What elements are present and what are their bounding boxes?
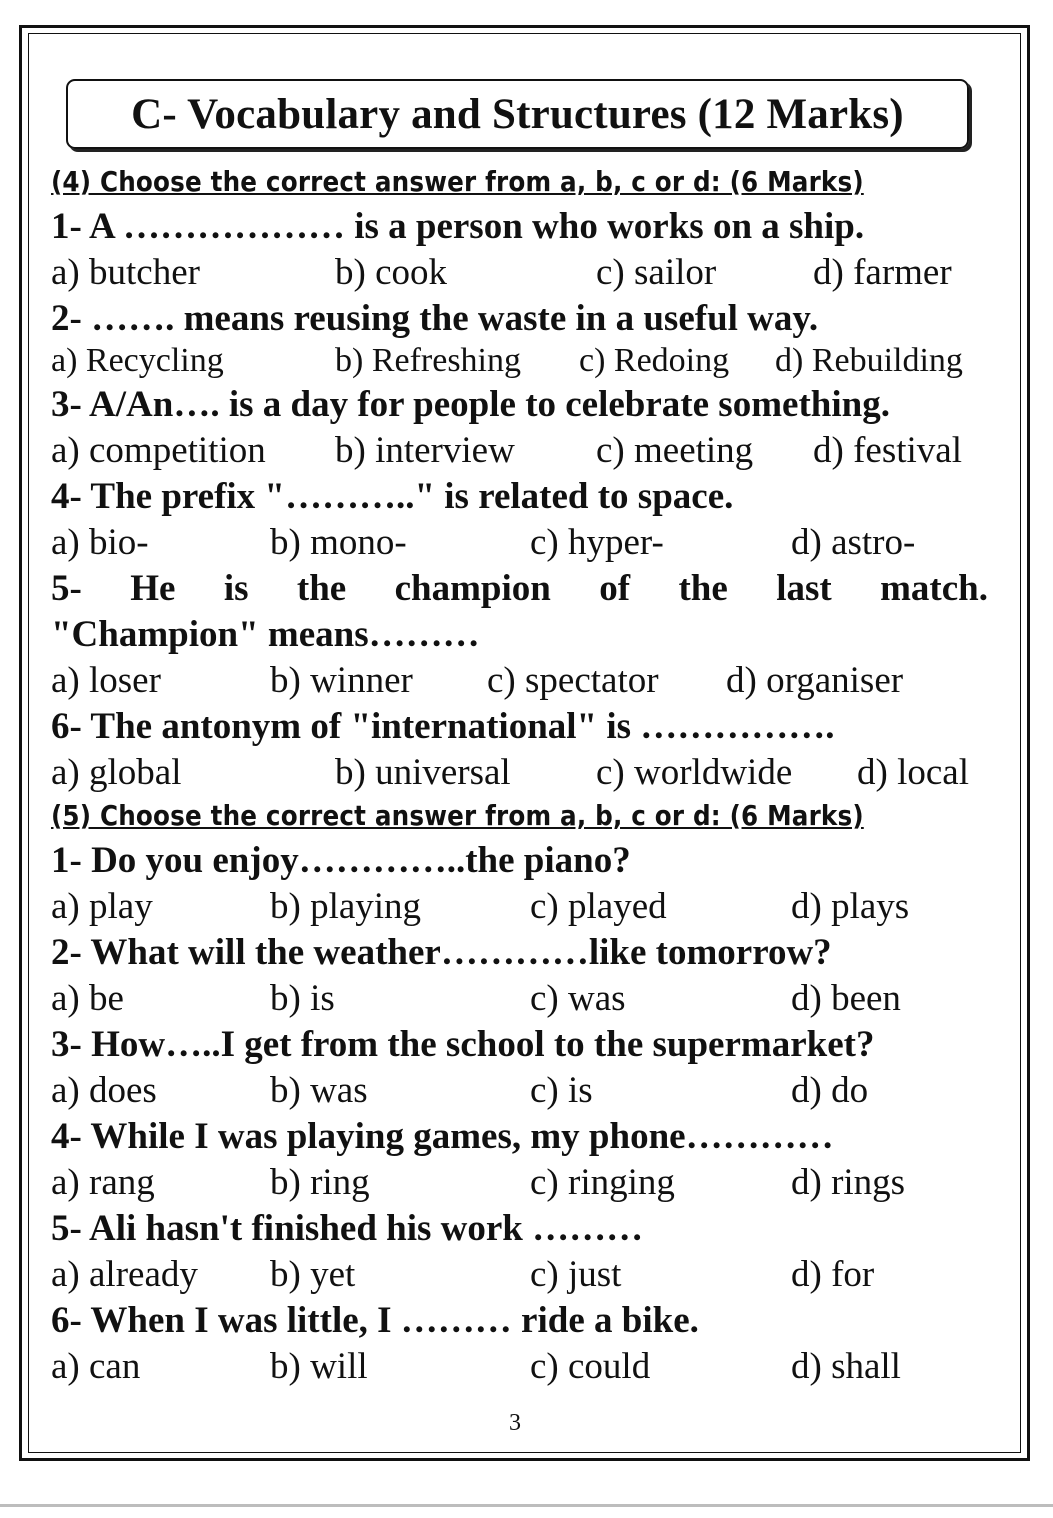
s4-question-1: 1- A ……………… is a person who works on a ship.: [51, 206, 865, 247]
s5-q3-option-c: c) is: [530, 1070, 593, 1111]
section-title: C- Vocabulary and Structures (12 Marks): [131, 90, 904, 138]
s5-q3-option-b: b) was: [270, 1070, 368, 1111]
s4-q3-option-b: b) interview: [335, 430, 515, 471]
page-number: 3: [509, 1410, 521, 1436]
s5-q1-options: [51, 884, 988, 930]
s4-q5-word: champion: [394, 568, 551, 609]
s5-q2-options: [51, 976, 988, 1022]
bottom-divider: [0, 1504, 1053, 1507]
section-5-instruction: (5) Choose the correct answer from a, b, c or d: (6 Marks): [51, 799, 864, 832]
s4-q5-word: of: [599, 568, 631, 609]
s5-q5-options: [51, 1252, 988, 1298]
s5-q4-option-b: b) ring: [270, 1162, 370, 1203]
s5-question-6: 6- When I was little, I ……… ride a bike.: [51, 1300, 699, 1341]
s5-question-4: 4- While I was playing games, my phone…………: [51, 1116, 834, 1157]
s5-q5-option-b: b) yet: [270, 1254, 356, 1295]
s5-q2-option-d: d) been: [791, 978, 901, 1019]
s5-q6-option-d: d) shall: [791, 1346, 901, 1387]
s5-q4-option-d: d) rings: [791, 1162, 906, 1203]
section-4-instruction: (4) Choose the correct answer from a, b, c or d: (6 Marks): [51, 165, 864, 198]
s5-q6-option-b: b) will: [270, 1346, 368, 1387]
s4-q5-word: match.: [880, 568, 988, 609]
s5-q6-option-a: a) can: [51, 1346, 141, 1387]
s4-q6-options: [51, 750, 988, 794]
s5-question-1: 1- Do you enjoy…………..the piano?: [51, 840, 631, 881]
s5-q5-option-c: c) just: [530, 1254, 622, 1295]
s5-q5-option-d: d) for: [791, 1254, 875, 1295]
s5-question-2: 2- What will the weather…………like tomorrow?: [51, 932, 832, 973]
s4-q1-option-d: d) farmer: [813, 252, 952, 293]
s5-q4-option-a: a) rang: [51, 1162, 155, 1203]
s4-q6-option-d: d) local: [857, 752, 969, 793]
s4-q2-option-d: d) Rebuilding: [775, 342, 963, 379]
s4-q2-option-b: b) Refreshing: [335, 342, 522, 379]
s4-q5-word: 5-: [51, 568, 82, 609]
s5-q3-option-a: a) does: [51, 1070, 157, 1111]
s4-q1-options: [51, 250, 988, 296]
s5-q2-option-a: a) be: [51, 978, 124, 1019]
s5-question-3: 3- How…..I get from the school to the supermarket?: [51, 1024, 875, 1065]
s4-q4-option-a: a) bio-: [51, 522, 149, 563]
s4-q5-option-d: d) organiser: [726, 660, 904, 701]
s4-q5-word: last: [776, 568, 832, 609]
s4-q5-option-c: c) spectator: [487, 660, 659, 701]
s5-q5-option-a: a) already: [51, 1254, 198, 1295]
s4-q1-option-b: b) cook: [335, 252, 447, 293]
s4-question-4: 4- The prefix "……….." is related to space.: [51, 476, 734, 517]
s4-q1-option-c: c) sailor: [596, 252, 717, 293]
s4-q5-word: He: [130, 568, 176, 609]
s4-q3-option-a: a) competition: [51, 430, 266, 471]
s4-q4-option-d: d) astro-: [791, 522, 916, 563]
s4-q3-options: [51, 428, 988, 474]
s4-question-5-line-1: [51, 566, 988, 612]
s4-q5-options: [51, 658, 988, 704]
s4-question-2: 2- ……. means reusing the waste in a useful way.: [51, 298, 819, 339]
s5-q2-option-c: c) was: [530, 978, 626, 1019]
s4-q6-option-c: c) worldwide: [596, 752, 793, 793]
s5-q3-option-d: d) do: [791, 1070, 869, 1111]
s5-q4-option-c: c) ringing: [530, 1162, 675, 1203]
s4-q6-option-b: b) universal: [335, 752, 511, 793]
section-title-box: [66, 79, 969, 149]
s4-q6-option-a: a) global: [51, 752, 182, 793]
s4-q2-option-c: c) Redoing: [579, 342, 730, 379]
s4-q4-option-c: c) hyper-: [530, 522, 664, 563]
s4-question-6: 6- The antonym of "international" is …………….: [51, 706, 835, 747]
worksheet-content: [51, 160, 988, 1390]
s4-q5-word: the: [296, 568, 347, 609]
s4-q5-option-a: a) loser: [51, 660, 161, 701]
s4-q5-word: the: [678, 568, 728, 609]
s5-question-5: 5- Ali hasn't finished his work ………: [51, 1208, 644, 1249]
s4-question-5-line-2: "Champion" means………: [51, 614, 480, 655]
s5-q1-option-a: a) play: [51, 886, 153, 927]
s4-q5-option-b: b) winner: [270, 660, 413, 701]
s4-q2-option-a: a) Recycling: [51, 342, 224, 379]
s4-q2-options: [51, 340, 988, 382]
s5-q1-option-d: d) plays: [791, 886, 910, 927]
s4-question-3: 3- A/An…. is a day for people to celebrate something.: [51, 384, 890, 425]
s4-q5-word: is: [223, 568, 249, 609]
s4-q3-option-c: c) meeting: [596, 430, 754, 471]
s5-q6-options: [51, 1344, 988, 1390]
s5-q2-option-b: b) is: [270, 978, 335, 1019]
s5-q4-options: [51, 1160, 988, 1206]
s5-q1-option-c: c) played: [530, 886, 667, 927]
s5-q3-options: [51, 1068, 988, 1114]
s4-q1-option-a: a) butcher: [51, 252, 200, 293]
s5-q1-option-b: b) playing: [270, 886, 422, 927]
s4-q4-options: [51, 520, 988, 566]
s4-q3-option-d: d) festival: [813, 430, 962, 471]
s4-q4-option-b: b) mono-: [270, 522, 407, 563]
s5-q6-option-c: c) could: [530, 1346, 651, 1387]
